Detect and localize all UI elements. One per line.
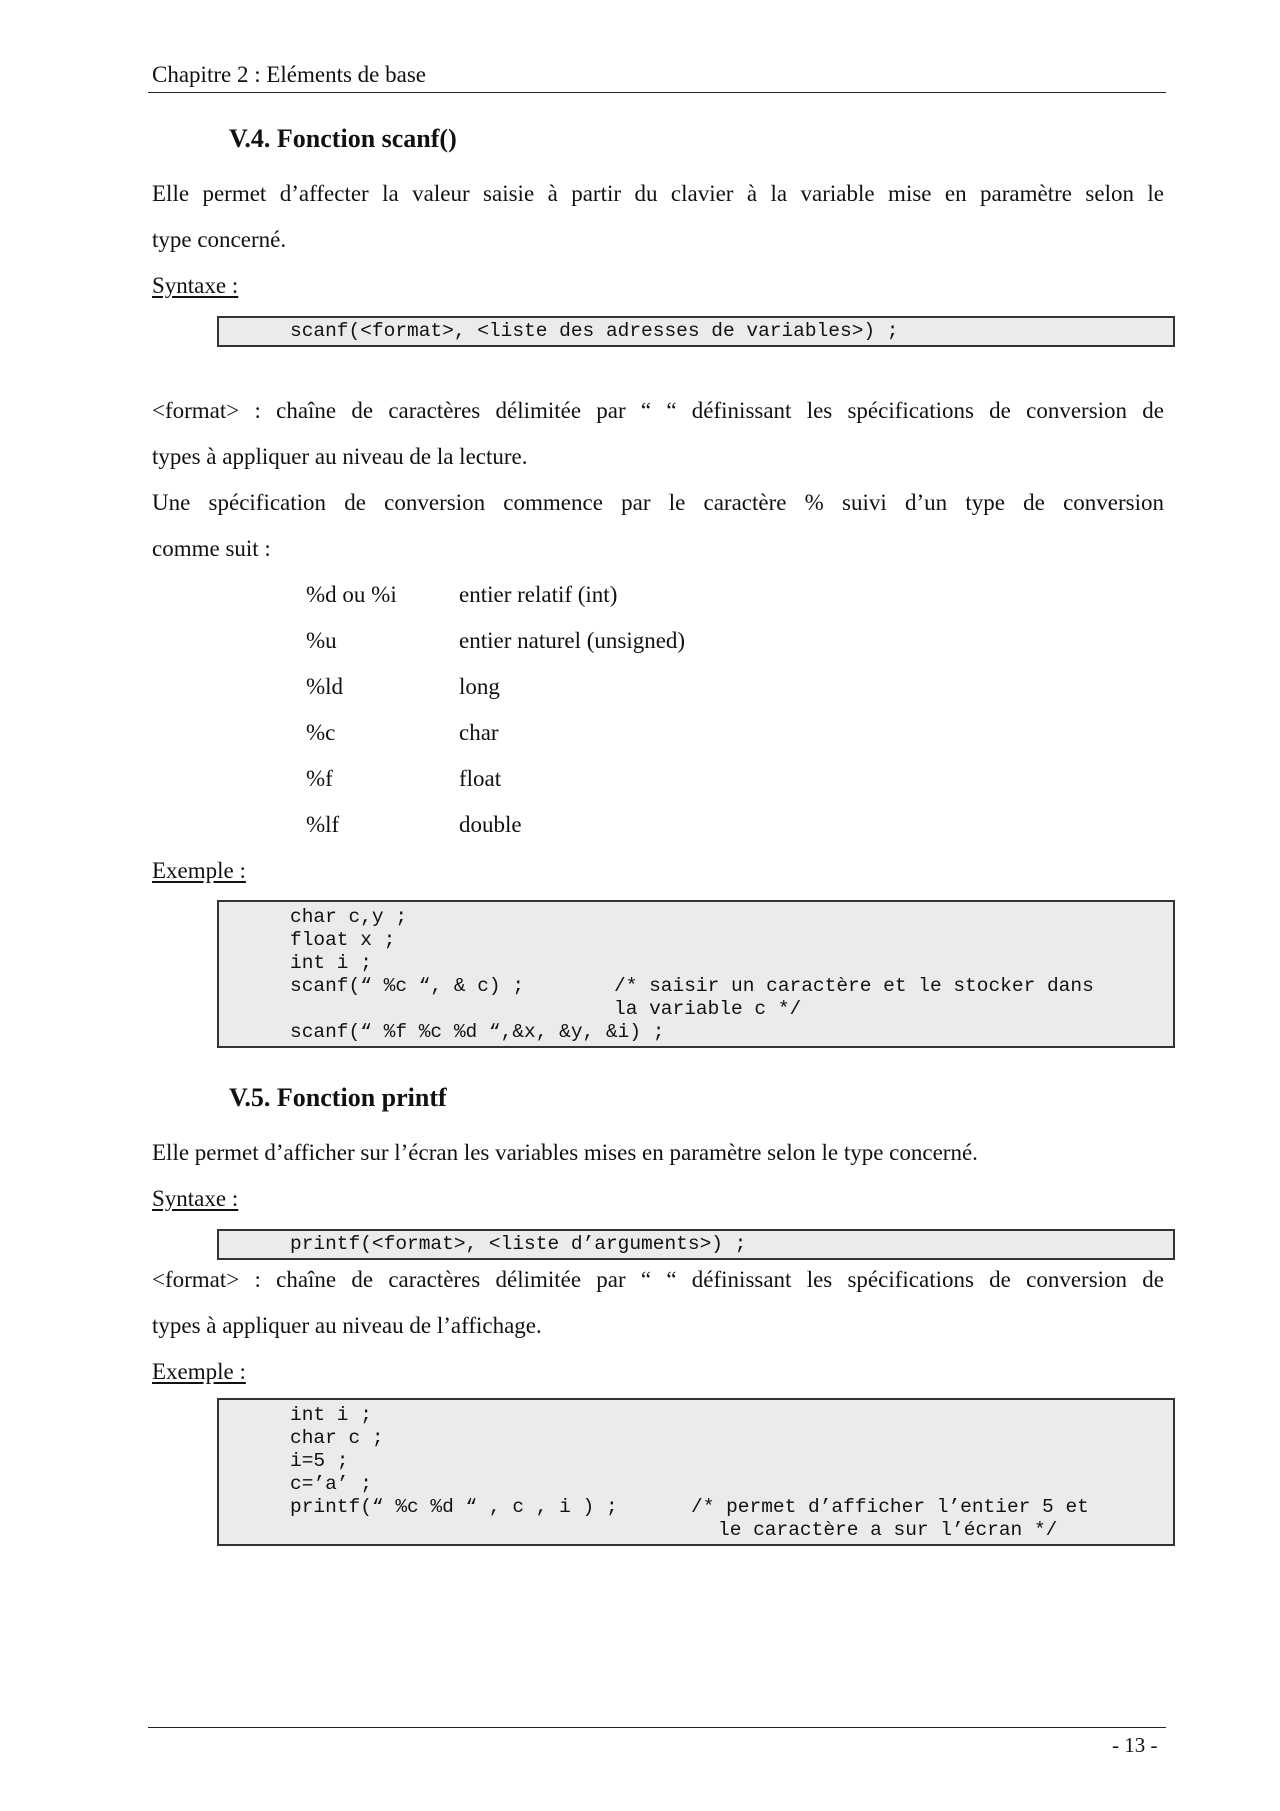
- example-label: Exemple :: [152, 858, 246, 883]
- code-comment: /* saisir un caractère et le stocker dans: [614, 975, 1094, 997]
- spec-code: %c: [306, 720, 336, 745]
- printf-format-line2: types à appliquer au niveau de l’affichage.: [152, 1313, 542, 1338]
- footer-rule: [148, 1727, 1166, 1728]
- code-line: char c,y ;: [290, 906, 408, 928]
- printf-format-line1: <format> : chaîne de caractères délimitée par “ “ définissant les spécifications de conversion de: [152, 1267, 1164, 1292]
- code-line: scanf(“ %f %c %d “,&x, &y, &i) ;: [290, 1021, 665, 1043]
- spec-intro-line2: comme suit :: [152, 536, 271, 561]
- header-rule: [148, 92, 1166, 93]
- spec-intro-line1: Une spécification de conversion commence par le caractère % suivi d’un type de conversion: [152, 490, 1164, 515]
- spec-desc: entier naturel (unsigned): [459, 628, 686, 653]
- section-v4-intro-line1: Elle permet d’affecter la valeur saisie à partir du clavier à la variable mise en paramètre selon le: [152, 181, 1164, 206]
- example-label: Exemple :: [152, 1359, 246, 1384]
- code-comment: /* permet d’afficher l’entier 5 et: [691, 1496, 1089, 1518]
- page-header: Chapitre 2 : Eléments de base: [152, 62, 427, 87]
- scanf-syntax-code: scanf(<format>, <liste des adresses de variables>) ;: [290, 320, 899, 342]
- spec-code: %u: [306, 628, 337, 653]
- spec-desc: float: [459, 766, 502, 791]
- code-line: int i ;: [290, 1404, 372, 1426]
- printf-example-box: [217, 1398, 1175, 1546]
- spec-desc: double: [459, 812, 522, 837]
- code-line: int i ;: [290, 952, 372, 974]
- code-line: char c ;: [290, 1427, 384, 1449]
- section-v5-intro: Elle permet d’afficher sur l’écran les variables mises en paramètre selon le type concerné.: [152, 1140, 978, 1165]
- scanf-syntax-box: [217, 316, 1175, 347]
- scanf-format-line1: <format> : chaîne de caractères délimitée par “ “ définissant les spécifications de conversion de: [152, 398, 1164, 423]
- spec-code: %lf: [306, 812, 340, 837]
- code-line: scanf(“ %c “, & c) ;: [290, 975, 525, 997]
- spec-code: %d ou %i: [306, 582, 397, 607]
- page-number: - 13 -: [1112, 1733, 1158, 1757]
- scanf-example-box: [217, 900, 1175, 1048]
- spec-desc: long: [459, 674, 500, 699]
- section-v4-intro-line2: type concerné.: [152, 227, 287, 252]
- spec-code: %ld: [306, 674, 344, 699]
- syntax-label: Syntaxe :: [152, 273, 239, 298]
- spec-code: %f: [306, 766, 333, 791]
- spec-desc: entier relatif (int): [459, 582, 618, 607]
- printf-syntax-code: printf(<format>, <liste d’arguments>) ;: [290, 1233, 747, 1255]
- code-line: i=5 ;: [290, 1450, 349, 1472]
- spec-desc: char: [459, 720, 499, 745]
- code-line: c=’a’ ;: [290, 1473, 372, 1495]
- code-comment: le caractère a sur l’écran */: [718, 1519, 1058, 1541]
- code-line: printf(“ %c %d “ , c , i ) ;: [290, 1496, 618, 1518]
- code-comment: la variable c */: [614, 998, 802, 1020]
- code-line: float x ;: [290, 929, 396, 951]
- scanf-format-line2: types à appliquer au niveau de la lecture.: [152, 444, 528, 469]
- syntax-label: Syntaxe :: [152, 1186, 239, 1211]
- section-v5-title: V.5. Fonction printf: [229, 1083, 447, 1112]
- section-v4-title: V.4. Fonction scanf(): [229, 124, 457, 153]
- printf-syntax-box: [217, 1229, 1175, 1260]
